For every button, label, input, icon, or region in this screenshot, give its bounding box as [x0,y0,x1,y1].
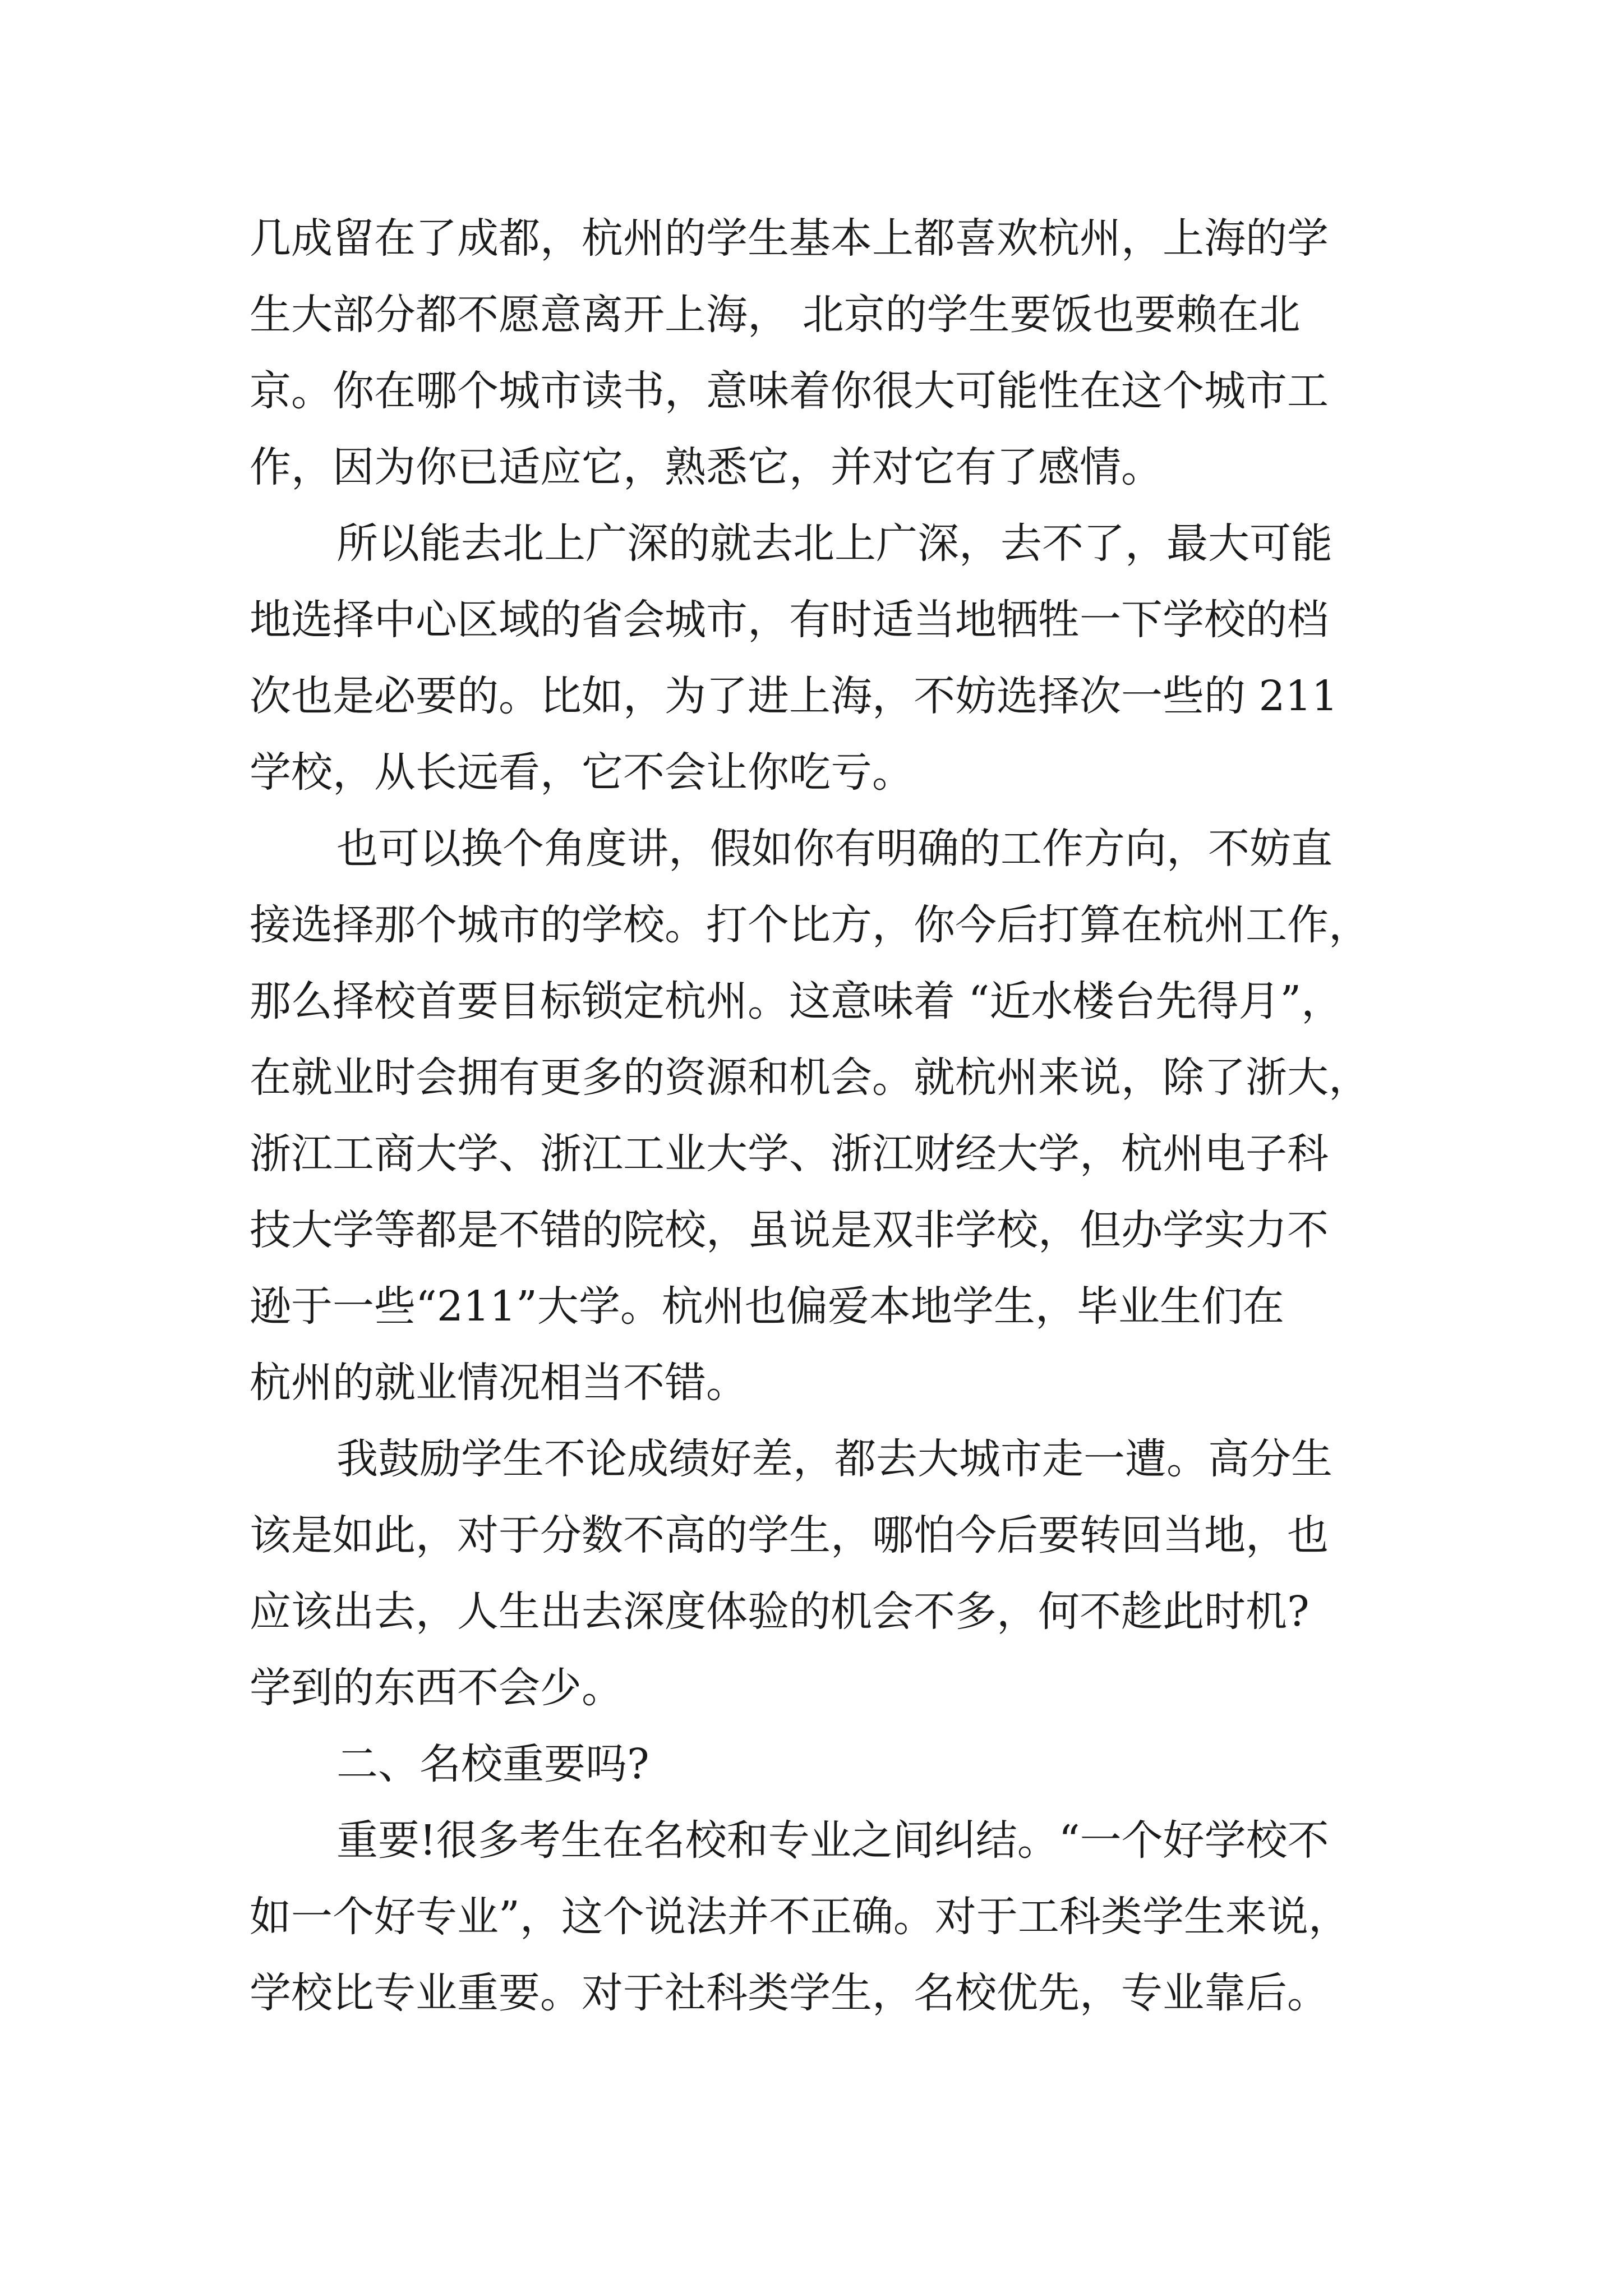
text-line: 接选择那个城市的学校。打个比方，你今后打算在杭州工作， [250,901,1370,949]
text-line: 学到的东西不会少。 [250,1664,623,1712]
paragraph-1 [250,200,1388,505]
text-line: 也可以换个角度讲，假如你有明确的工作方向，不妨直 [336,825,1332,873]
paragraph-4 [250,1421,1388,1726]
text-line: 那么择校首要目标锁定杭州。这意味着 “近水楼台先得月”， [250,977,1343,1025]
text-line: 如一个好专业”，这个说法并不正确。对于工科类学生来说， [250,1893,1350,1941]
text-line: 该是如此，对于分数不高的学生，哪怕今后要转回当地，也 [250,1511,1329,1559]
text-line: 生大部分都不愿意离开上海， 北京的学生要饭也要赖在北 [250,291,1301,339]
text-line: 我鼓励学生不论成绩好差，都去大城市走一遭。高分生 [336,1435,1332,1483]
text-line: 几成留在了成都，杭州的学生基本上都喜欢杭州，上海的学 [250,214,1329,263]
text-line: 所以能去北上广深的就去北上广深，去不了，最大可能 [336,519,1332,568]
text-line: 二、名校重要吗? [336,1740,649,1788]
text-line: 学校比专业重要。对于社科类学生，名校优先，专业靠后。 [250,1969,1329,2017]
text-line: 技大学等都是不错的院校，虽说是双非学校，但办学实力不 [250,1206,1329,1254]
text-line: 地选择中心区域的省会城市，有时适当地牺牲一下学校的档 [250,596,1329,644]
text-line: 学校，从长远看，它不会让你吃亏。 [250,748,914,797]
text-line: 京。你在哪个城市读书，意味着你很大可能性在这个城市工 [250,367,1329,415]
text-line: 杭州的就业情况相当不错。 [250,1359,748,1407]
text-line: 次也是必要的。比如，为了进上海，不妨选择次一些的 211 [250,672,1338,720]
paragraph-6 [250,1802,1388,2031]
text-line: 逊于一些“211”大学。杭州也偏爱本地学生，毕业生们在 [250,1282,1284,1331]
paragraph-3 [250,811,1388,1421]
document-body [250,200,1388,2031]
text-line: 浙江工商大学、浙江工业大学、浙江财经大学，杭州电子科 [250,1130,1329,1178]
text-line: 应该出去，人生出去深度体验的机会不多，何不趁此时机? [250,1588,1310,1636]
section-heading [250,1726,1388,1802]
paragraph-2 [250,505,1388,811]
text-line: 在就业时会拥有更多的资源和机会。就杭州来说，除了浙大， [250,1053,1370,1102]
text-line: 重要!很多考生在名校和专业之间纠结。“一个好学校不 [336,1816,1329,1865]
text-line: 作，因为你已适应它，熟悉它，并对它有了感情。 [250,443,1163,491]
